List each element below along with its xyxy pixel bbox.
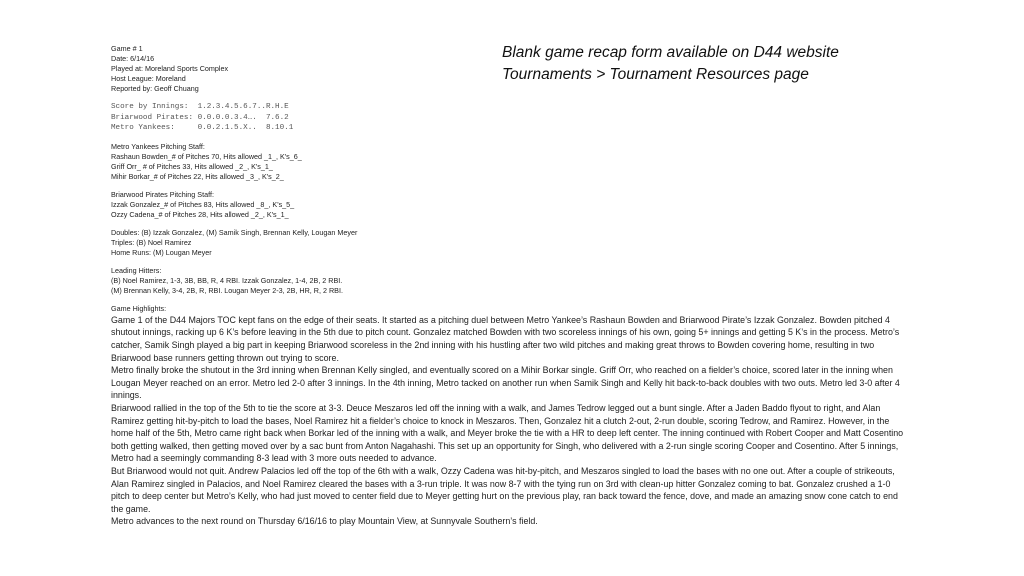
highlight-paragraph: Game 1 of the D44 Majors TOC kept fans on the edge of their seats. It started as a pitching duel between Metro Yankee’s Rashaun Bowden and Briarwood Pirate’s Izzak Gonzalez. Bowden pitched 4 shutout innings, racking up 6 K’s before leaving in the 5th due to pitch count. Gonzalez matched Bowden with two scoreless innings of his own, going 5+ innings and getting 5 K’s in the process. Metro’s catcher, Samik Singh played a big part in keeping Briarwood scoreless in the 2nd inning with his hustling after two wild pitches and making great throws to Bowden covering home, resulting in two Briarwood base runners getting thrown out trying to score. bbox=[111, 314, 900, 363]
note-line-2: Tournaments > Tournament Resources page bbox=[502, 66, 809, 83]
score-header: Score by Innings: 1.2.3.4.5.6.7..R.H.E bbox=[111, 103, 289, 111]
game-number: Game # 1 bbox=[111, 44, 143, 53]
section-title: Leading Hitters: bbox=[111, 265, 162, 275]
briarwood-pitching-staff bbox=[111, 190, 911, 220]
extra-base-hits bbox=[111, 228, 911, 258]
hitters-metro: (M) Brennan Kelly, 3-4, 2B, R, RBI. Lougan Meyer 2-3, 2B, HR, R, 2 RBI. bbox=[111, 285, 343, 295]
highlight-paragraph: Metro advances to the next round on Thursday 6/16/16 to play Mountain View, at Sunnyvale Southern’s field. bbox=[111, 516, 538, 527]
game-location: Played at: Moreland Sports Complex bbox=[111, 64, 229, 73]
highlight-paragraph: Metro finally broke the shutout in the 3rd inning when Brennan Kelly singled, and eventually scored on a Mihir Borkar single. Griff Orr, who reached on a fielder’s choice, scored later in the inning when Lougan Meyer reached on an error. Metro led 2-0 after 3 innings. In the 4th inning, Metro tacked on another run when Samik Singh and Kelly hit back-to-back doubles with two outs. Metro led 3-0 after 4 innings. bbox=[111, 365, 900, 401]
highlight-paragraph: But Briarwood would not quit. Andrew Palacios led off the top of the 6th with a walk, Ozzy Cadena was hit-by-pitch, and Meszaros singled to load the bases with no one out. After a couple of strikeouts, Alan Ramirez singled in Palacios, and Noel Ramirez cleared the bases with a 3-run triple. It was now 8-7 with the tying run on 3rd with clean-up hitter Gonzalez coming to bat. Gonzalez crushed a 1-0 pitch to deep center but Metro’s Kelly, who had just moved to center field due to Meyer getting hurt on the previous play, ran back toward the fence, dove, and made an amazing snow cone catch to end the game. bbox=[111, 465, 898, 514]
host-league: Host League: Moreland bbox=[111, 74, 186, 83]
pitcher-line: Griff Orr_ # of Pitches 33, Hits allowed _2_, K's_1_ bbox=[111, 161, 273, 171]
section-title: Metro Yankees Pitching Staff: bbox=[111, 141, 205, 151]
home-runs: Home Runs: (M) Lougan Meyer bbox=[111, 247, 212, 257]
pitcher-line: Rashaun Bowden_# of Pitches 70, Hits allowed _1_, K's_6_ bbox=[111, 151, 302, 161]
triples: Triples: (B) Noel Ramirez bbox=[111, 237, 192, 247]
metro-pitching-staff bbox=[111, 142, 911, 182]
doubles: Doubles: (B) Izzak Gonzalez, (M) Samik Singh, Brennan Kelly, Lougan Meyer bbox=[111, 227, 358, 237]
note-line-1: Blank game recap form available on D44 website bbox=[502, 44, 839, 61]
game-header bbox=[111, 44, 911, 94]
pitcher-line: Izzak Gonzalez_# of Pitches 83, Hits allowed _8_, K's_5_ bbox=[111, 199, 295, 209]
highlight-paragraph: Briarwood rallied in the top of the 5th to tie the score at 3-3. Deuce Meszaros led off the inning with a walk, and James Tedrow legged out a bunt single. After a Jaden Baddo flyout to right, and Alan Ramirez getting hit-by-pitch to load the bases, Noel Ramirez hit a fielder’s choice to knock in Meszaros. Then, Gonzalez hit a clutch 2-out, 2-run double, scoring Tedrow, and Ramirez. However, in the home half of the 5th, Metro came right back when Borkar led of the inning with a walk, and Meyer broke the tie with a HR to deep left center. The inning continued with Robert Cooper and Matt Cosentino both getting walked, then getting moved over by a sac bunt from Anton Nagahashi. This set up an opportunity for Singh, who delivered with a 2-run single scoring Cooper and Cosentino. After 5 innings, Metro had a seemingly commanding 8-3 lead with 3 more outs needed to advance. bbox=[111, 402, 904, 464]
game-highlights bbox=[111, 314, 909, 528]
score-row-metro: Metro Yankees: 0.0.2.1.5.X.. 8.10.1 bbox=[111, 124, 294, 133]
pitcher-line: Ozzy Cadena_# of Pitches 28, Hits allowed _2_, K's_1_ bbox=[111, 209, 289, 219]
section-title: Briarwood Pirates Pitching Staff: bbox=[111, 189, 214, 199]
pitcher-line: Mihir Borkar_# of Pitches 22, Hits allowed _3_, K's_2_ bbox=[111, 171, 284, 181]
hitters-briarwood: (B) Noel Ramirez, 1-3, 3B, BB, R, 4 RBI. Izzak Gonzalez, 1-4, 2B, 2 RBI. bbox=[111, 275, 343, 285]
score-by-innings bbox=[111, 102, 911, 134]
leading-hitters bbox=[111, 266, 911, 296]
game-date: Date: 6/14/16 bbox=[111, 54, 155, 63]
reporter: Reported by: Geoff Chuang bbox=[111, 84, 199, 93]
game-recap-document bbox=[111, 44, 911, 528]
score-row-briarwood: Briarwood Pirates: 0.0.0.0.3.4…. 7.6.2 bbox=[111, 113, 289, 122]
highlights-title: Game Highlights: bbox=[111, 303, 167, 313]
